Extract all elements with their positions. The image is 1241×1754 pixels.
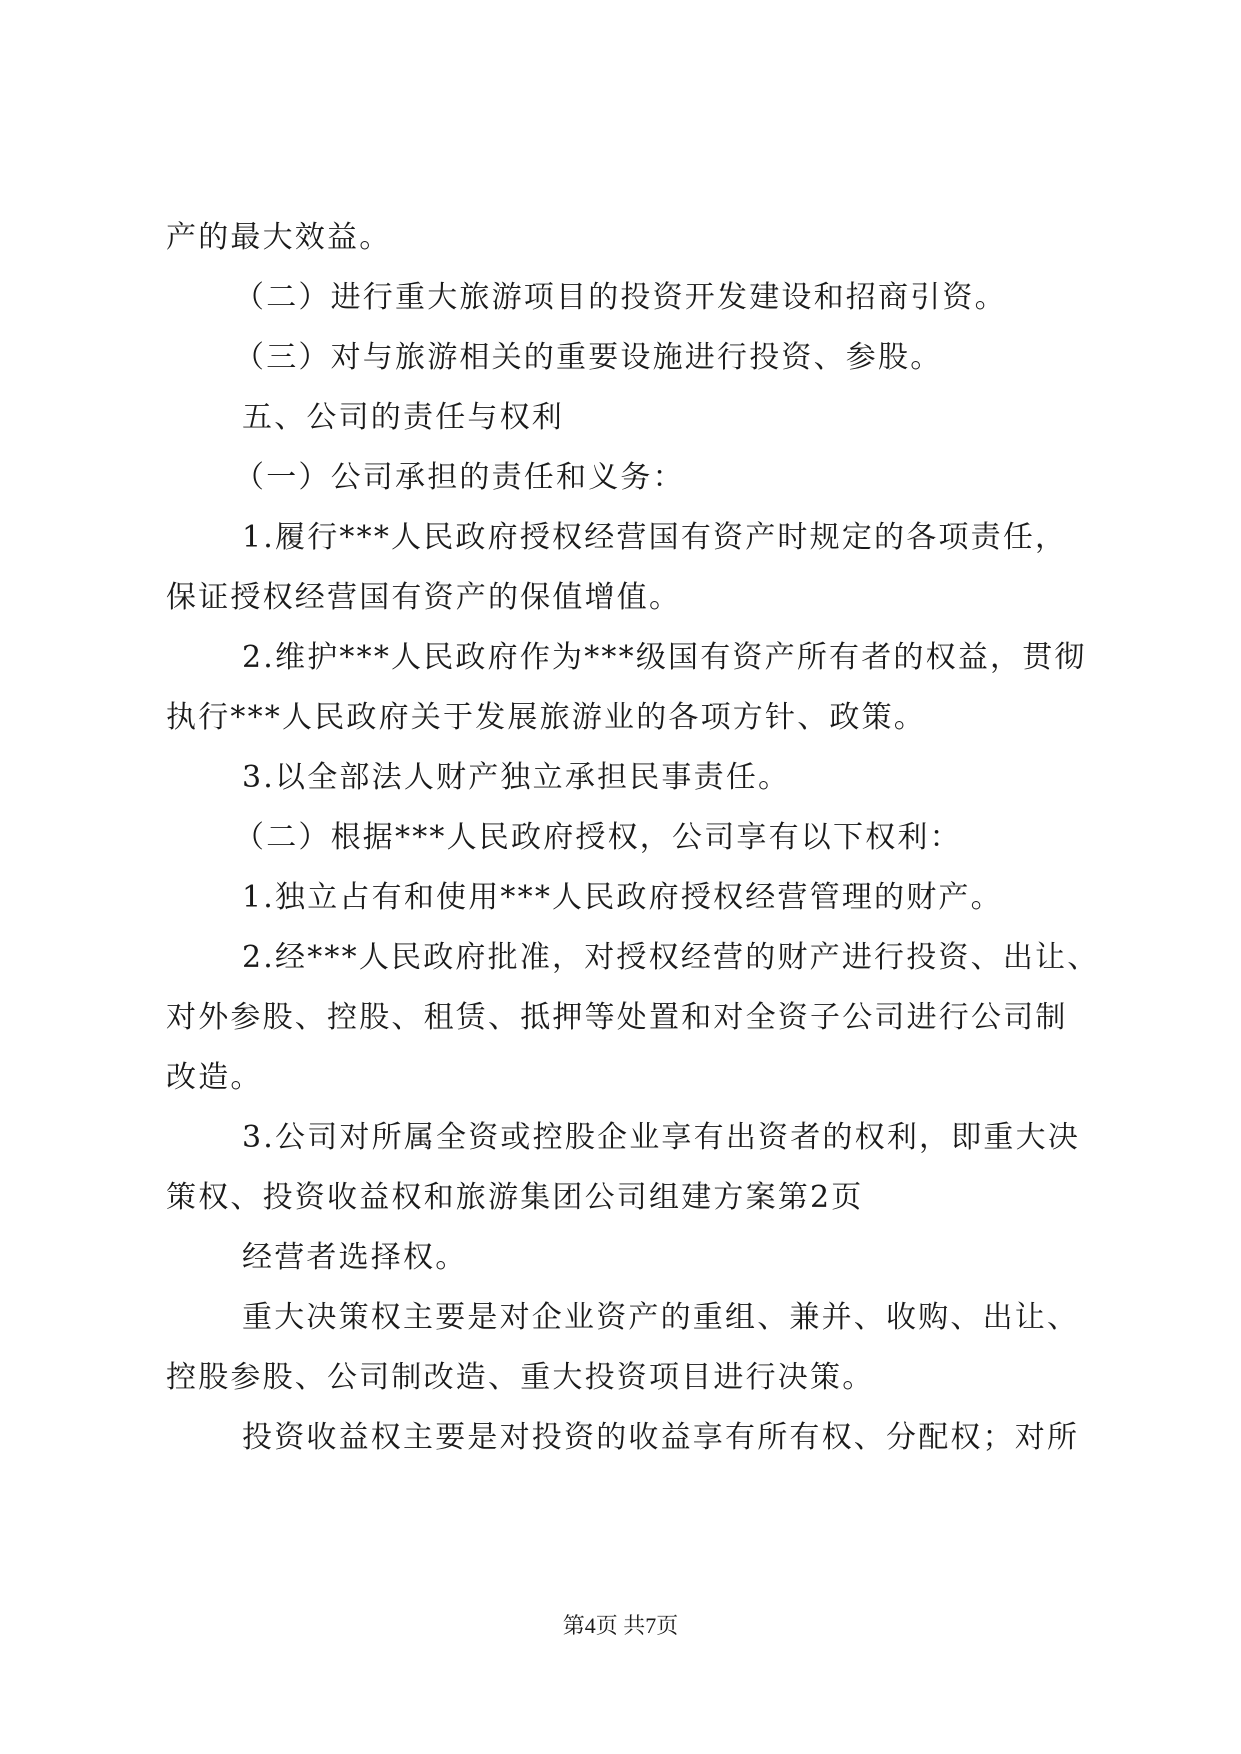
section-heading: 五、公司的责任与权利 bbox=[242, 400, 564, 435]
text-line: 2.维护***人民政府作为***级国有资产所有者的权益，贯彻 bbox=[242, 640, 1087, 675]
text-line: 3.以全部法人财产独立承担民事责任。 bbox=[242, 760, 791, 795]
text-line: （二）进行重大旅游项目的投资开发建设和招商引资。 bbox=[234, 280, 1007, 315]
text-line: 1.履行***人民政府授权经营国有资产时规定的各项责任， bbox=[242, 520, 1068, 555]
text-line: 执行***人民政府关于发展旅游业的各项方针、政策。 bbox=[166, 700, 926, 735]
text-line: 策权、投资收益权和旅游集团公司组建方案第2页 bbox=[166, 1180, 864, 1215]
page-footer bbox=[0, 1611, 1241, 1641]
text-line: （一）公司承担的责任和义务： bbox=[234, 460, 685, 495]
text-line: 3.公司对所属全资或控股企业享有出资者的权利，即重大决 bbox=[242, 1120, 1081, 1155]
text-line: 改造。 bbox=[166, 1060, 263, 1095]
text-line: 产的最大效益。 bbox=[166, 220, 392, 255]
text-line: 重大决策权主要是对企业资产的重组、兼并、收购、出让、 bbox=[242, 1300, 1080, 1335]
text-line: 保证授权经营国有资产的保值增值。 bbox=[166, 580, 682, 615]
text-line: 1.独立占有和使用***人民政府授权经营管理的财产。 bbox=[242, 880, 1003, 915]
text-line: （二）根据***人民政府授权，公司享有以下权利： bbox=[234, 820, 962, 855]
text-line: 经营者选择权。 bbox=[242, 1240, 468, 1275]
text-line: 2.经***人民政府批准，对授权经营的财产进行投资、出让、 bbox=[242, 940, 1100, 975]
text-line: 投资收益权主要是对投资的收益享有所有权、分配权；对所 bbox=[242, 1420, 1080, 1455]
page-indicator: 第4页 共7页 bbox=[562, 1613, 679, 1638]
text-line: 对外参股、控股、租赁、抵押等处置和对全资子公司进行公司制 bbox=[166, 1000, 1068, 1035]
text-line: 控股参股、公司制改造、重大投资项目进行决策。 bbox=[166, 1360, 875, 1395]
text-line: （三）对与旅游相关的重要设施进行投资、参股。 bbox=[234, 340, 943, 375]
